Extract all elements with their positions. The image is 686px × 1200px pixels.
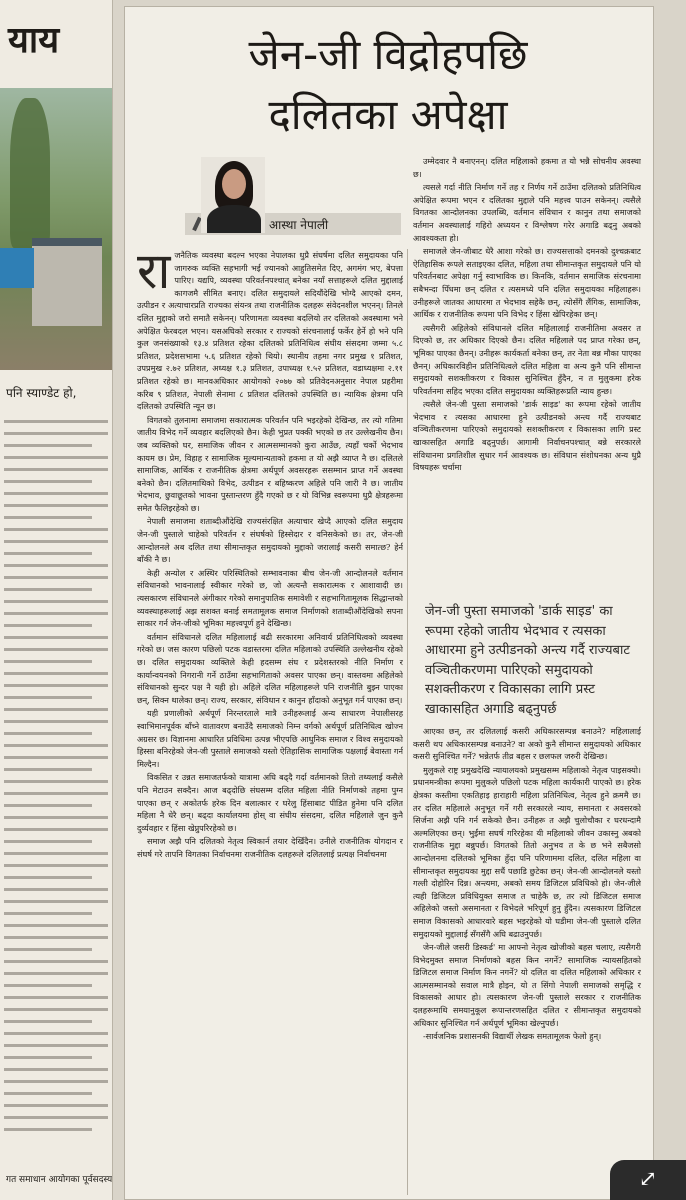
pull-quote: जेन-जी पुस्ता समाजको 'डार्क साइड' का रूपमा रहेको जातीय भेदभाव र त्यसका आधारमा हुने उत्पीडनको अन्त्य गर्दै राज्यबाट वञ्चितीकरणमा पारिएको समुदायको सशक्तीकरण र विकासका लागि प्रस्ट खाकासहित अगाडि बढ्नुपर्छ [425,604,630,717]
author-note: -सार्वजनिक प्रशासनकी विद्यार्थी लेखक समतामूलक फेलो हुन्। [423,1031,602,1042]
previous-page-fragment [0,0,113,1200]
previous-page-footer: गत समाधान आयोगका पूर्वसदस्य [6,1175,113,1185]
paragraph: मुलुकले राष्ट्र प्रमुखदेखि न्यायालयको प्रमुखसम्म महिलाको नेतृत्व पाइसक्यो। प्रधानमन्त्रीका रूपमा मुलुकले पछिलो पटक महिला कार्यकारी पाएको छ। हरेक क्षेत्रका कस्तीमा एकतिहाइ हाराहारी महिला प्रतिनिधित्व, नेतृत्व हुने क्रममै छ। तर दलित महिलाले अनुभूत गर्ने गरी सरकारले न्याय, समानता र अवसरको सिर्जना अझै पनि गर्न सकेको छैन। उनीहरू त अझै चुलोचौका र घरधन्दामै अल्मलिएका छन्। भुईंमा सघर्ष गरिरहेका यी महिलाको जीवन उकास्नु अबको राजनीतिक मुद्दा बन्नुपर्छ। विगतको तितो अनुभव त के छ भने सबैजसो आन्दोलनमा दलितको भूमिका हुँदा पनि परिणाममा दलित, दलित महिला वा सीमान्तकृत समुदायका मुद्दा सधैं पछाडि छुटेका छन्। जेन-जी आन्दोलनले यस्तो गल्ती दोहोरिन दिन्न। अन्त्यमा, अबको समय डिजिटल प्रविधिको हो। जेन-जीले त्यही डिजिटल प्रविधियुक्त समाज त चाहेकै छ, तर त्यो डिजिटल समाज अहिलेको जस्तो असमानता र विभेदले भरिपूर्ण हुनु हुँदैन। त्यसकारण डिजिटल समाज विकासको आधारवारे बहस भइरहेको यो घडीमा जेन-जी पुस्ताले दलित समुदायको मुद्दालाई सँगसँगै अघि बढाउनुपर्छ। [413,764,641,939]
paragraph: विगतको तुलनामा समाजमा सकारात्मक परिवर्तन पनि भइरहेको देखिन्छ, तर त्यो गतिमा जातीय विभेद गर्ने व्यवहार बदलिएको छैन। केही भुप्रत पक्की भएको छ तर उल्लेखनीय छैन। जब व्यक्तिको घर, समाजिक जीवन र आत्मसम्मानको कुरा आउँछ, त्यहाँ चर्को भेदभाव कायम छ। प्रेम, विहाह र सामाजिक मूल्यमान्यताको हकमा त यो अझै व्याप्त नै छ। दलितले सामाजिक, आर्थिक र राजनीतिक क्षेत्रमा अर्थपूर्ण अवसरहरू ससम्मान प्राप्त गर्ने अवस्था बनेको छैन। दलितमाथिको विभेद, उत्पीडन र बहिष्करण अहिले पनि जारी नै छ। जातीय भेदभाव, छुवाछूतको भावना पुस्तान्तरण हुँदै गएको छ र यो विभिन्न स्वरूपमा धुप्रै क्षेत्रहरूमा समेत फैलिइरहेको छ। [137,414,403,513]
paragraph: विकसित र उन्नत समाजतर्फको यात्रामा अघि बढ्दै गर्दा वर्तमानको तितो तथ्यलाई कसैले पनि मेटाउन सक्दैन। आज बढ्दोछि संघसम्म दलित महिला नीति निर्माणको तहमा पुग्न पाएका छन् र अकोतर्फ हरेक दिन बलात्कार र घरेलु हिंसाबाट पीडित हुनेमा पनि दलित महिला नै धेरै छन्। बढ्दा कार्यालयमा होस् वा संघीय संसदमा, दलित महिलाले जुन कुनै दुर्व्यवहार र हिंसा खेप्नुपरिरहेको छ। [137,772,403,833]
previous-page-subhead: पनि स्याण्डेट हो, [6,386,77,400]
author-photo [201,157,265,233]
article-column-2-upper [413,155,641,590]
paragraph: जनैतिक व्यवस्था बदल्न भएका नेपालका धुप्रै संघर्षमा दलित समुदायका पनि जागरुक व्यक्ति सहभागी भई ज्यानको आहुतिसमेत दिए, अगमंग भए, बेपत्ता पारिए। यद्यपि, व्यवस्था परिवर्तनपश्चात् बनेका नयाँ सत्ताहरूले दलित मुद्दालाई कागजमै सीमित बनाए। दलित समुदायले सदियौंदेखि भोग्दै आएको दमन, उत्पीडन र अत्याचारप्रति राज्यका संयन्त्र तथा राजनीतिक दलहरू संवेदनशील भएनन्। तिनले दलित मुद्दाको जरो समातै सकेनन्। परिणामतः व्यवस्था बदलियो तर दलितको अवस्थामा भने अपेक्षित फेरबदल भएन। यसअघिको सरकार र राज्यको संरचनालाई फर्केर हेर्ने हो भने पनि कुल जनसंख्याको १३.४ प्रतिशत रहेका दलितको प्रतिनिधित्व संघीय संसदमा जम्मा ५.८ प्रतिशत, प्रदेशसभामा ५.६ प्रतिशत रहेको थियो। स्थानीय तहमा नगर प्रमुख १ प्रतिशत, उपप्रमुख २.७२ प्रतिशत, अध्यक्ष १.३ प्रतिशत, उपाध्यक्ष १.५२ प्रतिशत, वडाध्यक्षमा २.११ प्रतिशत रहेको छ। मानवअधिकार आयोगको २०७७ को प्रतिवेदनअनुसार नेपाल प्रहरीमा करिब ९ प्रतिशत, नेपाली सेनामा ८ प्रतिशत दलितको उपस्थिति छ। न्यायिक क्षेत्रमा पनि दलितको उपस्थिति न्यून छ। [137,250,403,412]
paragraph: केही अन्योल र अस्थिर परिस्थितिको सम्भावनाका बीच जेन-जी आन्दोलनले वर्तमान संविधानको भावनालाई स्वीकार गरेको छ, जो अत्यन्तै सकारात्मक र आशावादी छ। त्यसकारण संविधानले अंगीकार गरेको समानुपातिक समावेशी र सहभागितामूलक सिद्धान्तको व्यवस्थाहरूलाई अझ सशक्त बनाई समतामूलक समाज निर्माणको शताब्दीऔंदेखिको सपना साकार गर्न जेन-जीको भूमिका महत्त्वपूर्ण हुने देखिन्छ। [137,567,403,629]
article-clipping [124,6,654,1200]
paragraph: जेन-जीले जसरी डिस्कर्ड' मा आफ्नो नेतृत्व खोजीको बहस चलाए, त्यसैगरी विभेदमुक्त समाज निर्माणको बहस किन नगर्ने? सामाजिक न्यायसहितको डिजिटल समाज निर्माण किन नगर्ने? यो दलित वा दलित महिलाको अधिकार र आत्मसम्मानको सवाल मात्रै होइन, यो त सिंगो नेपाली समाजको समृद्धि र विकासको आधार हो। त्यसकारण जेन-जी पुस्ताले सरकार र राजनीतिक दलहरूमाथि समयानुकूल रूपान्तरणसहित दलित र सीमान्तकृत समुदायको अधिकार सुनिश्चित गर्न अर्थपूर्ण भूमिका खेल्नुपर्छ। [413,942,641,1028]
previous-page-text-lines [4,420,108,1140]
column-divider [407,249,408,1195]
headline-line-2: दलितका अपेक्षा [268,90,508,139]
headline-block [125,7,651,167]
previous-page-photo [0,88,112,370]
article-column-2-lower [413,725,641,1195]
article-column-1 [137,249,403,1195]
author-name: आस्था नेपाली [269,218,329,232]
paragraph: समाज अझै पनि दलितको नेतृत्व स्विकार्न तयार देखिँदैन। उनीले राजनीतिक योगदान र संघर्ष गरे तापनि विगतका निर्वाचनमा राजनीतिक दलहरूले दलितलाई प्रत्यक्ष निर्वाचनमा [137,836,403,859]
paragraph: वर्तमान संविधानले दलित महिलालाई बढी सरकारमा अनिवार्य प्रतिनिधित्वको व्यवस्था गरेको छ। जस कारण पछिलो पटक वडास्तरमा दलित महिलाको उपस्थिति उल्लेखनीय रहेको छ। दलित समुदायका व्यक्तिले केही हदसम्म संघ र प्रदेशस्तरको नीति निर्माण र कार्यान्वयनको निगरानी गर्ने ठाउँमा सहभागिताको अवसर पाएका छन्। वास्तवमा अहिलेको संविधानको सुन्दर पक्ष नै यही हो। अहिले दलित महिलाहरूले पनि राजनीति बुझ्न पाएका छन्, सिक्न थालेका छन्। राज्य, सरकार, संविधान र कानुन हाँदाको अनुभूत गर्न पाएका छन्। [137,631,403,705]
paragraph: समाजले जेन-जीबाट धेरै आशा गरेको छ। राज्यसत्ताको दमनको दुश्चक्रबाट ऐतिहासिक रूपले सताइएका दलित, महिला तथा सीमान्तकृत समुदायले पनि यो परिवर्तनबाट अपेक्षा गर्नु स्वाभाविक छ। किनकि, वर्तमान समाजिक संरचनामा सबैभन्दा पिँधमा छन् दलित र त्यसमध्ये पनि दलित समुदायका महिलाहरू। उनीहरूले जातका आधारमा त भेदभाव सहेकै छन्, त्योसँगै लैंगिक, सामाजिक, आर्थिक र राजनीतिक रूपमा पनि विभेद र हिंसा खेपिरहेका छन्। [413,246,641,320]
paragraph: त्यसले गर्दा नीति निर्माण गर्ने तह र निर्णय गर्ने ठाउँमा दलितको प्रतिनिधित्व अपेक्षित रूपमा भएन र दलितका मुद्दाले पनि महत्त्व पाउन सकेनन्। त्यसैले विगतका आन्दोलनका उपलब्धि, वर्तमान संविधान र कानुन तथा समाजको वर्तमान अवस्थालाई गहिरो अध्ययन र विश्लेषण गरेर अगाडि बढ्नु अबको आवश्यकता हो। [413,182,641,243]
paragraph: उम्मेदवार नै बनाएनन्। दलित महिलाको हकमा त यो भन्नै सोचनीय अवस्था छ। [413,156,641,179]
previous-page-headline: याय [8,20,60,61]
paragraph: यही प्रणालीको अर्थपूर्ण निरन्तरताले मात्रै उनीहरूलाई अन्य साधारण नेपालीसरह स्वाभिमानपूर्वक बाँच्ने वातावरण बनाउँदै समाजको निम्न वर्गको अर्थपूर्ण प्रतिनिधित्व खोज्न अग्रसर छ। विज्ञानमा आधारित प्रविधिमा उत्पन्न भीएपछि आधुनिक समाज र विश्व समुदायको हिस्सा बनिरहेको जेन-जी पुस्ताले समाजको यस्तो ऐतिहासिक सामाजिक पक्षलाई बेवास्ता गर्न मिल्दैन। [137,708,403,769]
paragraph: त्यसैले जेन-जी पुस्ता समाजको 'डार्क साइड' का रूपमा रहेको जातीय भेदभाव र त्यसका आधारमा हुने उत्पीडनको अन्त्य गर्दै राज्यबाट वञ्चितीकरणमा पारिएको समुदायको सशक्तीकरण र विकासका लागि प्रस्ट खाकासहित अगाडि बढ्नुपर्छ। आगामी निर्वाचनपश्चात् बन्ने सरकारले संविधानमा प्रगतिशील सुधार गर्न आवश्यक छ। संविधान संशोधनका अन्य धुप्रै विषयहरू चर्चामा [413,399,641,473]
paragraph: नेपाली समाजमा शताब्दीऔंदेखि राज्यसंरक्षित अत्याचार खेप्दै आएको दलित समुदाय जेन-जी पुस्ताले चाहेको परिवर्तन र संघर्षको हिस्सेदार र वनिसकेको छ। तर, जेन-जी आन्दोलनले अब दलित तथा सीमान्तकृत समुदायको मुद्दाको जरालाई कसरी समात्छ? हेर्न बाँकी नै छ। [137,516,403,565]
headline-line-1: जेन-जी विद्रोहपछि [248,30,528,79]
article-headline [125,7,651,145]
drop-cap: रा [137,249,171,300]
paragraph: त्यसैगरी अहिलेको संविधानले दलित महिलालाई राजनीतिमा अवसर त दिएको छ, तर अधिकार दिएको छैन। दलित महिलाले पद प्राप्त गरेका छन्, भूमिका पाएका छैनन्। उनीहरू कार्यकर्ता बनेका छन्, तर नेता बन्न मौका पाएका छैनन्। अधिकारविहीन प्रतिनिधित्वले दलित महिला वा अन्य कुनै पनि सीमान्त समुदायको सशक्तीकरण र विकास सुनिश्चित हुँदैन, न त मुलुकमा हरेक परिवर्तनमा सहिद भएका दलित समुदायका व्यक्तिहरूप्रति न्याय हुन्छ। [413,322,641,396]
expand-icon[interactable]: ⤢ [610,1160,686,1200]
byline [185,157,401,239]
paragraph: आएका छन्, तर दलितलाई कसरी अधिकारसम्पन्न बनाउने? महिलालाई कसरी थप अधिकारसम्पन्न बनाउने? वा अको कुनै सीमान्त समुदायको अधिकार कसरी सुनिश्चित गर्ने? भन्नेतर्फ तीव्र बहस र छलफल जरुरी देखिन्छ। [413,726,641,762]
